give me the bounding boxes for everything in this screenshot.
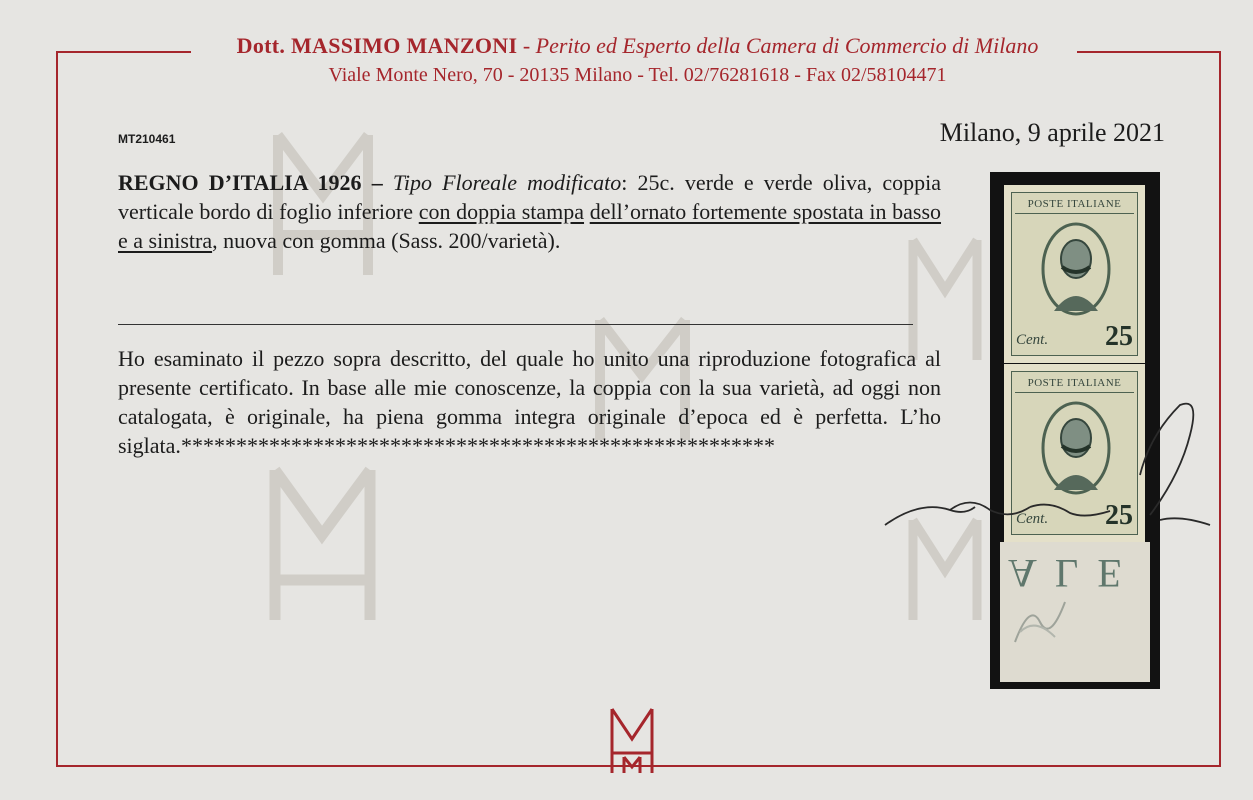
handwritten-signature (880, 395, 1230, 555)
description-text-1: : 25c. verde e verde oliva, coppia verticale bordo di foglio inferiore (118, 170, 942, 224)
examination-text: Ho esaminato il pezzo sopra descritto, del quale ho unito una riproduzione fotografica al presente certificato. In base alle mie conoscenze, la coppia con la sua varietà, ad oggi non catalogata, è originale, ha piena gomma integra originale d’epoca ed è perfetta. L’ho siglata. (118, 346, 941, 458)
offset-print-letters: ALE (1008, 551, 1140, 596)
description-variety-1: con doppia stampa (418, 199, 585, 224)
examination-stars: ****************************************************** (180, 433, 775, 458)
expert-role: Perito ed Esperto della Camera di Commercio di Milano (535, 33, 1039, 58)
manzoni-monogram-logo (606, 703, 658, 777)
ornament-offset-icon (1010, 592, 1070, 652)
certificate-date: Milano, 9 aprile 2021 (939, 118, 1165, 147)
stamp-lower-cent: Cent. (1016, 511, 1049, 527)
stamp-lower-header: POSTE ITALIANE (1015, 375, 1134, 393)
description-text-2: , nuova con gomma (Sass. 200/varietà). (212, 228, 561, 253)
stamp-upper (1004, 185, 1145, 363)
stamp-upper-cent: Cent. (1016, 332, 1049, 348)
king-portrait-icon (1040, 221, 1112, 321)
description-type: Tipo Floreale modificato (392, 170, 622, 195)
stamp-description (118, 168, 941, 255)
description-variety-2: dell’ornato fortemente spostata in basso e a sinistra (118, 199, 942, 253)
letterhead-title (150, 33, 1125, 59)
stamp-upper-header: POSTE ITALIANE (1015, 196, 1134, 214)
description-title: REGNO D’ITALIA 1926 (118, 170, 362, 195)
header-separator: - (522, 33, 531, 58)
stamp-upper-value: 25 (1105, 321, 1133, 352)
expert-address: Viale Monte Nero, 70 - 20135 Milano - Tel. 02/76281618 - Fax 02/58104471 (328, 64, 947, 86)
certificate-number: MT210461 (118, 132, 176, 146)
description-dash: – (371, 170, 383, 195)
examination-statement (118, 344, 941, 460)
expert-name: Dott. MASSIMO MANZONI (236, 33, 518, 58)
divider-line (118, 324, 913, 325)
stamp-lower-value: 25 (1105, 500, 1133, 531)
stamp-upper-design (1011, 192, 1138, 356)
letterhead (150, 33, 1125, 88)
